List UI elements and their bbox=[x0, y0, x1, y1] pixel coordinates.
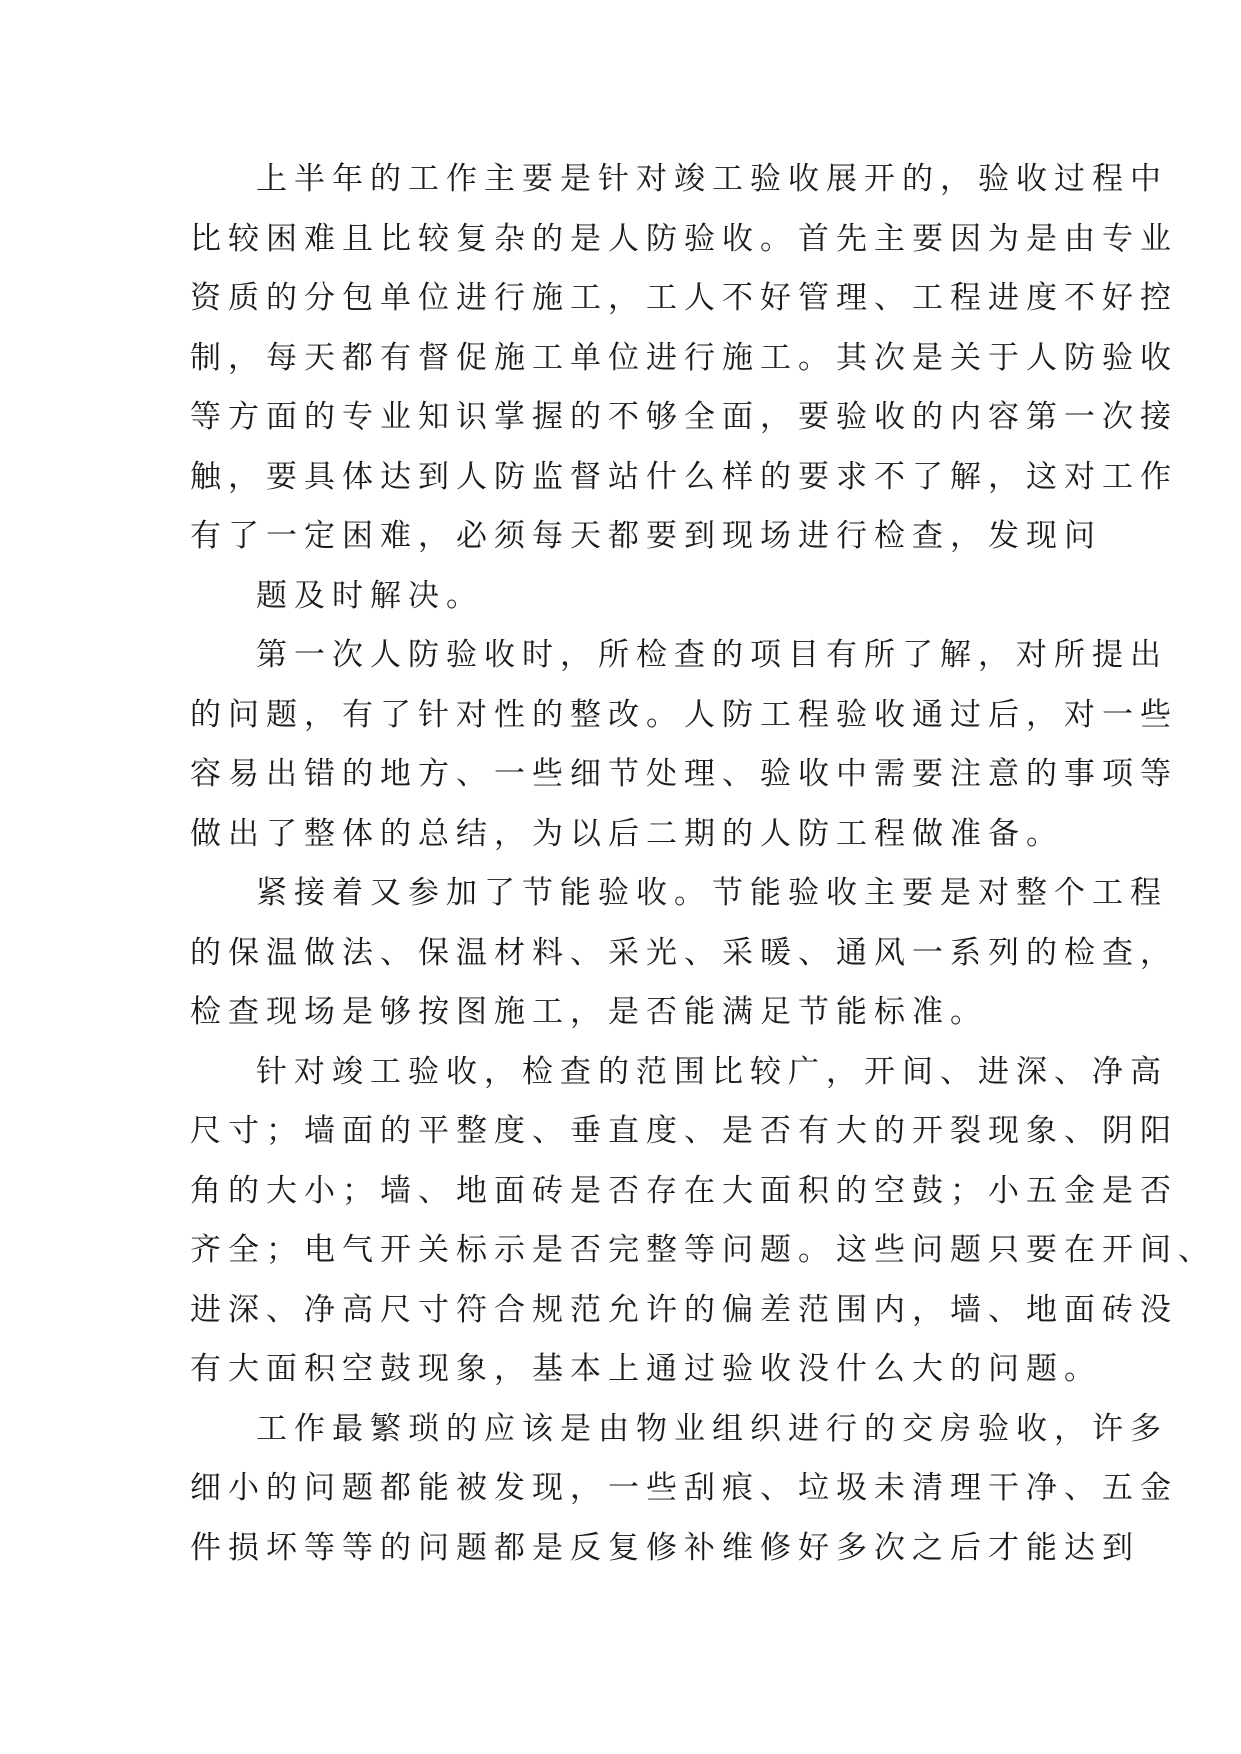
document-body bbox=[190, 150, 1216, 1578]
text-line: 有大面积空鼓现象，基本上通过验收没什么大的问题。 bbox=[190, 1351, 1102, 1387]
text-line: 第一次人防验收时，所检查的项目有所了解，对所提出 bbox=[256, 637, 1168, 673]
text-line: 齐全；电气开关标示是否完整等问题。这些问题只要在开间、 bbox=[190, 1232, 1216, 1268]
text-line: 等方面的专业知识掌握的不够全面，要验收的内容第一次接 bbox=[190, 399, 1178, 435]
text-line: 针对竣工验收，检查的范围比较广，开间、进深、净高 bbox=[256, 1053, 1168, 1090]
text-line: 工作最繁琐的应该是由物业组织进行的交房验收，许多 bbox=[256, 1410, 1168, 1447]
text-line: 上半年的工作主要是针对竣工验收展开的，验收过程中 bbox=[256, 161, 1168, 197]
text-line: 有了一定困难，必须每天都要到现场进行检查，发现问 bbox=[190, 518, 1102, 554]
text-line: 制，每天都有督促施工单位进行施工。其次是关于人防验收 bbox=[190, 339, 1178, 376]
text-line: 角的大小；墙、地面砖是否存在大面积的空鼓；小五金是否 bbox=[190, 1172, 1178, 1209]
text-line: 容易出错的地方、一些细节处理、验收中需要注意的事项等 bbox=[190, 756, 1178, 792]
text-line: 做出了整体的总结，为以后二期的人防工程做准备。 bbox=[190, 815, 1064, 852]
text-line: 的问题，有了针对性的整改。人防工程验收通过后，对一些 bbox=[190, 696, 1178, 733]
text-line: 检查现场是够按图施工，是否能满足节能标准。 bbox=[190, 994, 988, 1030]
text-line: 的保温做法、保温材料、采光、采暖、通风一系列的检查， bbox=[190, 934, 1178, 971]
text-line: 尺寸；墙面的平整度、垂直度、是否有大的开裂现象、阴阳 bbox=[190, 1113, 1178, 1149]
text-line: 紧接着又参加了节能验收。节能验收主要是对整个工程 bbox=[256, 875, 1168, 911]
text-line: 题及时解决。 bbox=[256, 577, 484, 614]
text-line: 触，要具体达到人防监督站什么样的要求不了解，这对工作 bbox=[190, 458, 1178, 495]
text-line: 资质的分包单位进行施工，工人不好管理、工程进度不好控 bbox=[190, 280, 1178, 316]
text-line: 细小的问题都能被发现，一些刮痕、垃圾未清理干净、五金 bbox=[190, 1470, 1178, 1506]
text-line: 比较困难且比较复杂的是人防验收。首先主要因为是由专业 bbox=[190, 220, 1178, 257]
text-line: 件损坏等等的问题都是反复修补维修好多次之后才能达到 bbox=[190, 1529, 1140, 1566]
text-line: 进深、净高尺寸符合规范允许的偏差范围内，墙、地面砖没 bbox=[190, 1291, 1178, 1328]
